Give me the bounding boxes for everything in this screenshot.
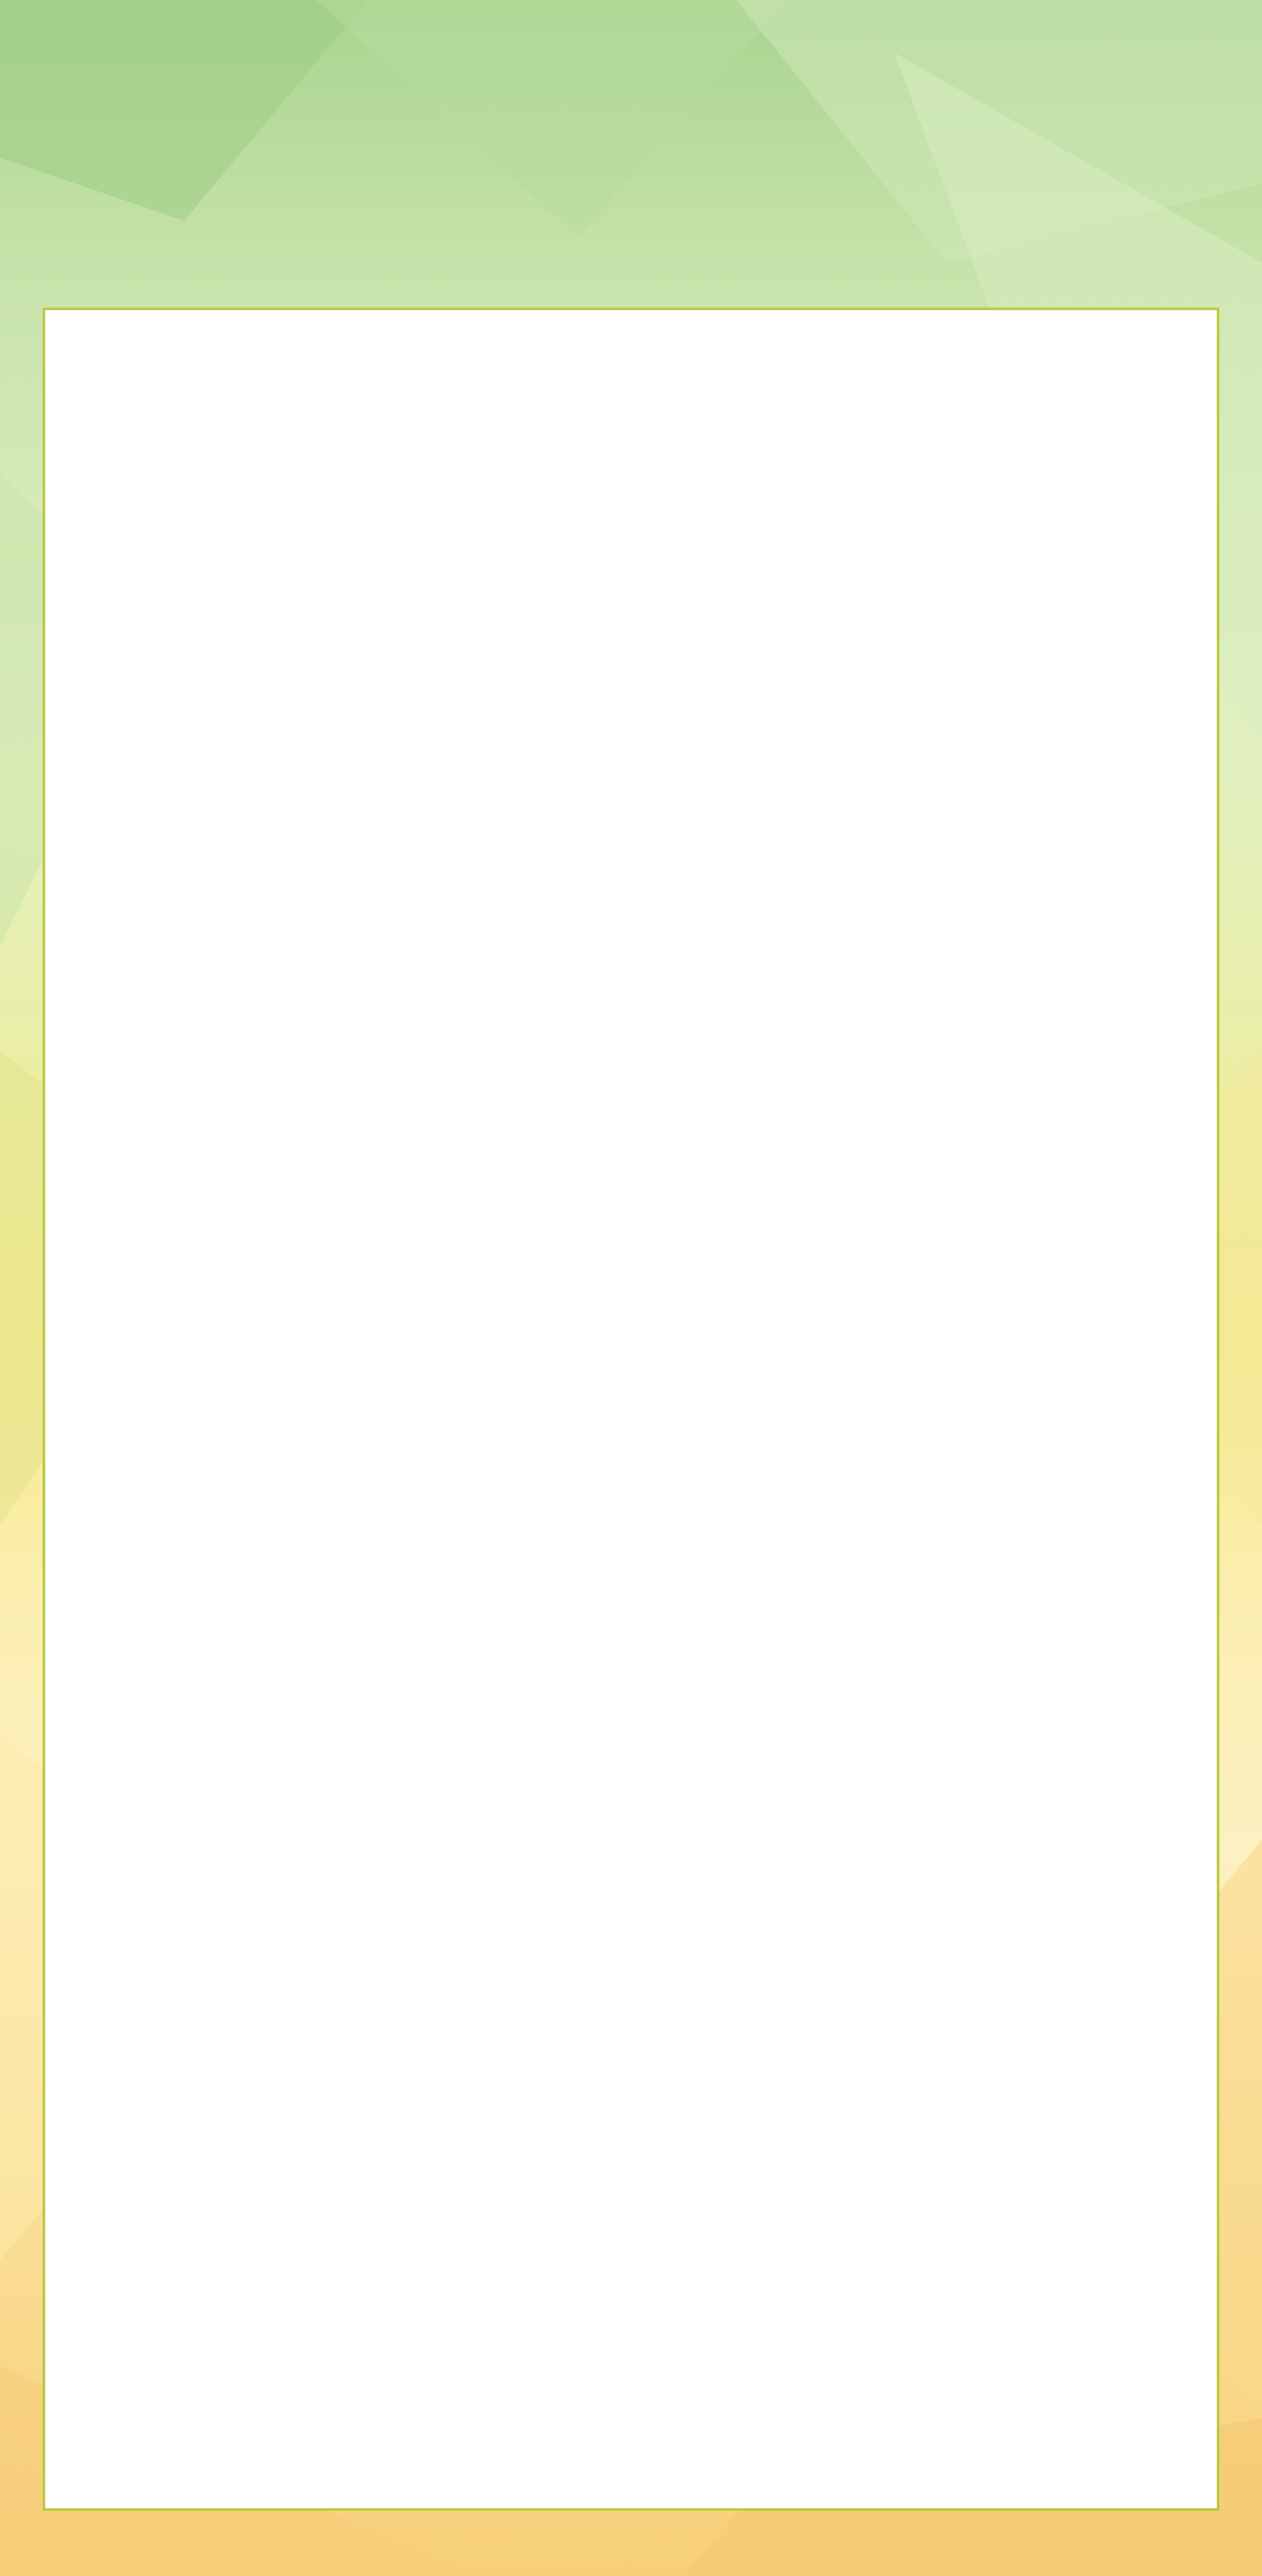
calendar-grid xyxy=(43,308,1219,2511)
